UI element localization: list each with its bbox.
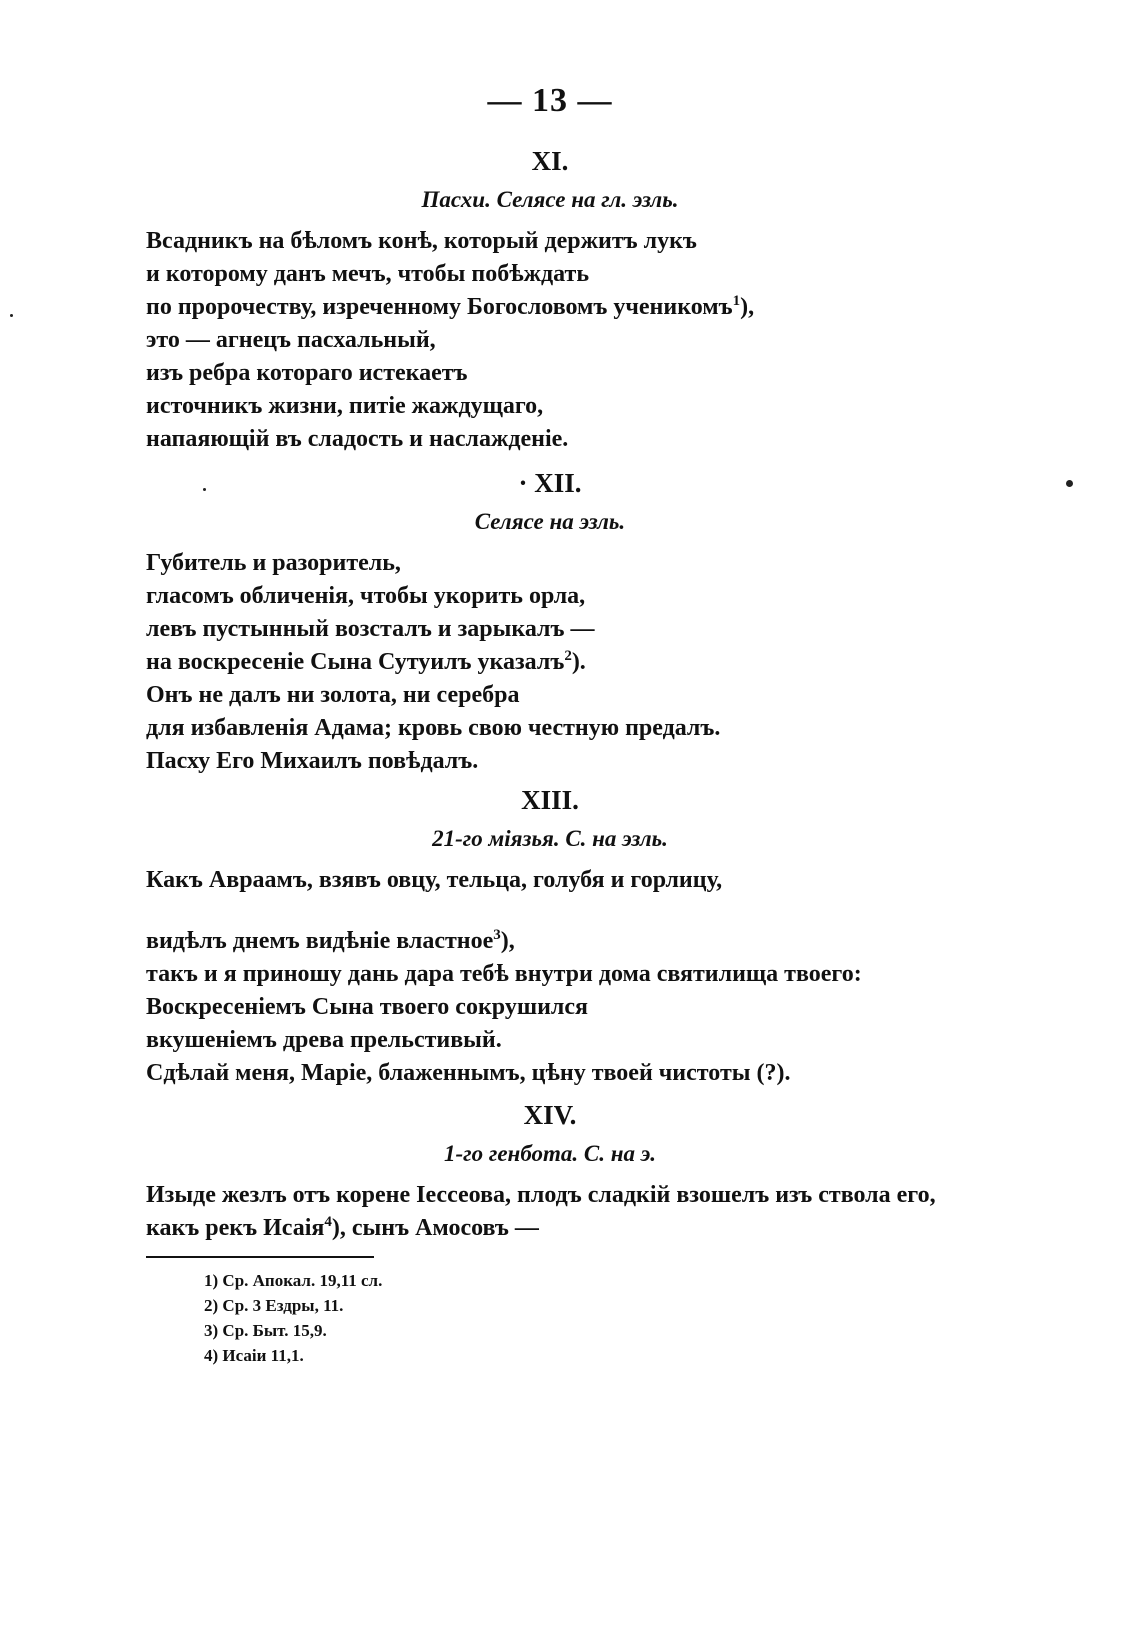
- footnote: 3) Ср. Быт. 15,9.: [204, 1321, 327, 1340]
- section-subtitle: 21-го міязья. С. на эзль.: [432, 826, 668, 851]
- verse-text: Сдѣлай меня, Маріе, блаженнымъ, цѣну твоей чистоты (?).: [146, 1060, 791, 1086]
- verse-text: для избавленія Адама; кровь свою честную предалъ.: [146, 715, 721, 741]
- verse-text: напаяющій въ сладость и наслажденіе.: [146, 426, 569, 452]
- verse-text-tail: ),: [740, 294, 755, 320]
- footnote-rule: [146, 1256, 374, 1258]
- footnote-marker: 3: [493, 927, 501, 943]
- verse-line: [146, 225, 1140, 258]
- verse-text-tail: ).: [571, 649, 586, 675]
- verse-line: [146, 580, 1140, 613]
- footnote-marker: 2: [564, 648, 572, 664]
- verse-text: источникъ жизни, питіе жаждущаго,: [146, 393, 544, 419]
- verse-line: [146, 258, 1140, 291]
- verse-text-tail: ), сынъ Амосовъ —: [331, 1215, 539, 1241]
- section-xi: [0, 146, 1140, 456]
- scan-speck: [10, 314, 13, 317]
- verse-text: какъ рекъ Исаія: [146, 1215, 325, 1241]
- verse-text: Какъ Авраамъ, взявъ овцу, тельца, голубя и горлицу,: [146, 867, 723, 893]
- verse-line: [146, 1024, 1140, 1057]
- verse-text: Всадникъ на бѣломъ конѣ, который держитъ лукъ: [146, 228, 697, 254]
- section-numeral: · XII.: [518, 468, 582, 498]
- verse-text: такъ и я приношу дань дара тебѣ внутри дома святилища твоего:: [146, 961, 862, 987]
- verse-line: [146, 958, 1140, 991]
- footnote-marker: 1: [732, 293, 741, 309]
- footnotes: [204, 1268, 382, 1368]
- verse-text: вкушеніемъ древа прельстивый.: [146, 1027, 502, 1053]
- verse-text-tail: ),: [500, 928, 515, 954]
- section-numeral: XIII.: [521, 785, 579, 815]
- scan-speck: [1066, 480, 1073, 487]
- footnote: 2) Ср. 3 Ездры, 11.: [204, 1296, 344, 1315]
- verse-line: [146, 925, 1140, 958]
- page-number: — 13 —: [487, 82, 613, 119]
- verse-text: и которому данъ мечъ, чтобы побѣждать: [146, 261, 590, 287]
- verse-line: [146, 613, 1140, 646]
- verse-lines: [146, 225, 1140, 456]
- verse-lines: [146, 864, 1140, 1090]
- verse-line: [146, 679, 1140, 712]
- section-xiii: [0, 785, 1140, 1090]
- verse-lines: [146, 547, 1140, 778]
- section-xiv: [0, 1100, 1140, 1245]
- section-xii: [0, 468, 1140, 778]
- footnote: 1) Ср. Апокал. 19,11 сл.: [204, 1271, 383, 1290]
- verse-line: [146, 646, 1140, 679]
- verse-line: [146, 291, 1140, 324]
- verse-line: [146, 547, 1140, 580]
- verse-text: это — агнецъ пасхальный,: [146, 327, 436, 353]
- verse-text: Пасху Его Михаилъ повѣдалъ.: [146, 748, 479, 774]
- line-gap: [146, 897, 1140, 925]
- section-subtitle: 1-го генбота. С. на э.: [443, 1141, 657, 1166]
- verse-text: по пророчеству, изреченному Богословомъ ученикомъ: [146, 294, 733, 320]
- verse-line: [146, 864, 1140, 897]
- verse-text: Воскресеніемъ Сына твоего сокрушился: [146, 994, 589, 1020]
- verse-text: изъ ребра котораго истекаетъ: [146, 360, 468, 386]
- verse-lines: [146, 1179, 1140, 1245]
- verse-line: [146, 1179, 1140, 1212]
- verse-line: [146, 1212, 1140, 1245]
- verse-text: гласомъ обличенія, чтобы укорить орла,: [146, 583, 586, 609]
- verse-line: [146, 423, 1140, 456]
- footnote-marker: 4: [324, 1214, 332, 1230]
- section-numeral: XI.: [531, 146, 569, 176]
- verse-line: [146, 324, 1140, 357]
- scan-speck: [203, 488, 206, 491]
- verse-line: [146, 991, 1140, 1024]
- verse-line: [146, 390, 1140, 423]
- verse-text: видѣлъ днемъ видѣніе властное: [146, 928, 494, 954]
- verse-line: [146, 745, 1140, 778]
- verse-line: [146, 357, 1140, 390]
- section-subtitle: Селясе на эзль.: [474, 509, 626, 534]
- footnote: 4) Исаіи 11,1.: [204, 1346, 304, 1365]
- section-numeral: XIV.: [523, 1100, 577, 1130]
- verse-line: [146, 1057, 1140, 1090]
- verse-text: Изыде жезлъ отъ корене Іессеова, плодъ сладкій взошелъ изъ ствола его,: [146, 1182, 936, 1208]
- verse-line: [146, 712, 1140, 745]
- verse-text: левъ пустынный возсталъ и зарыкалъ —: [146, 616, 595, 642]
- section-subtitle: Пасхи. Селясе на гл. эзль.: [421, 187, 679, 212]
- verse-text: на воскресеніе Сына Сутуилъ указалъ: [146, 649, 565, 675]
- verse-text: Онъ не далъ ни золота, ни серебра: [146, 682, 520, 708]
- verse-text: Губитель и разоритель,: [146, 550, 401, 576]
